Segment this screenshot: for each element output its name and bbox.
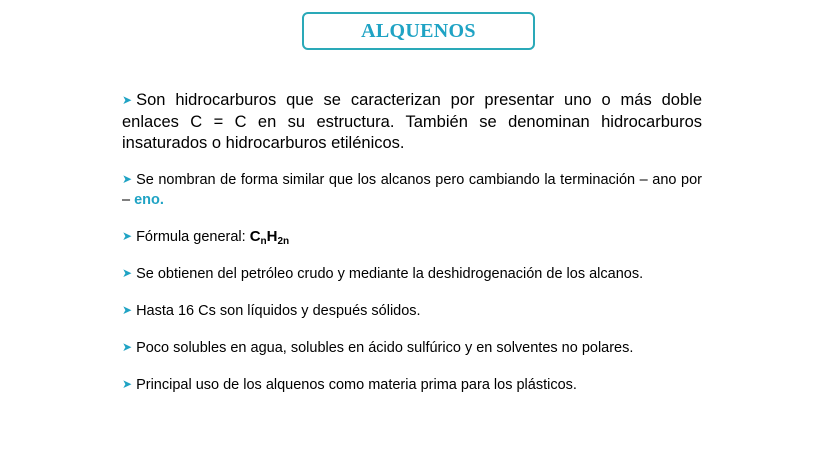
arrow-right-icon: ➤	[122, 340, 133, 354]
arrow-right-icon: ➤	[122, 377, 133, 391]
formula-hydrogen-subscript: 2n	[277, 236, 290, 247]
arrow-right-icon: ➤	[122, 229, 133, 243]
bullet-source-text: Se obtienen del petróleo crudo y mediante la deshidrogenación de los alcanos.	[136, 266, 644, 282]
formula-carbon-subscript: n	[260, 236, 267, 247]
bullet-state	[122, 301, 702, 321]
bullet-formula	[122, 227, 702, 247]
bullet-naming-suffix: eno.	[134, 192, 164, 208]
title-box	[302, 12, 535, 50]
arrow-right-icon: ➤	[122, 303, 133, 317]
arrow-right-icon: ➤	[122, 266, 133, 280]
bullet-definition-text: Son hidrocarburos que se caracterizan por presentar uno o más doble enlaces C = C en su estructura. También se denominan hidrocarburos insaturados o hidrocarburos etilénicos.	[122, 91, 702, 152]
arrow-right-icon: ➤	[122, 93, 133, 107]
bullet-naming	[122, 170, 702, 210]
bullet-solubility	[122, 338, 702, 358]
bullet-use-text: Principal uso de los alquenos como materia prima para los plásticos.	[136, 377, 577, 393]
formula-hydrogen: H	[266, 228, 278, 245]
formula-carbon: C	[249, 228, 261, 245]
general-formula	[250, 228, 289, 245]
bullet-naming-text: Se nombran de forma similar que los alcanos pero cambiando la terminación – ano por –	[122, 172, 702, 208]
bullet-solubility-text: Poco solubles en agua, solubles en ácido sulfúrico y en solventes no polares.	[136, 340, 634, 356]
arrow-right-icon: ➤	[122, 172, 133, 186]
bullet-definition	[122, 90, 702, 154]
bullet-list	[122, 90, 702, 412]
bullet-use	[122, 375, 702, 395]
bullet-formula-label: Fórmula general:	[136, 229, 250, 245]
bullet-source	[122, 264, 702, 284]
page-title: ALQUENOS	[361, 19, 476, 42]
bullet-state-text: Hasta 16 Cs son líquidos y después sólidos.	[136, 303, 421, 319]
